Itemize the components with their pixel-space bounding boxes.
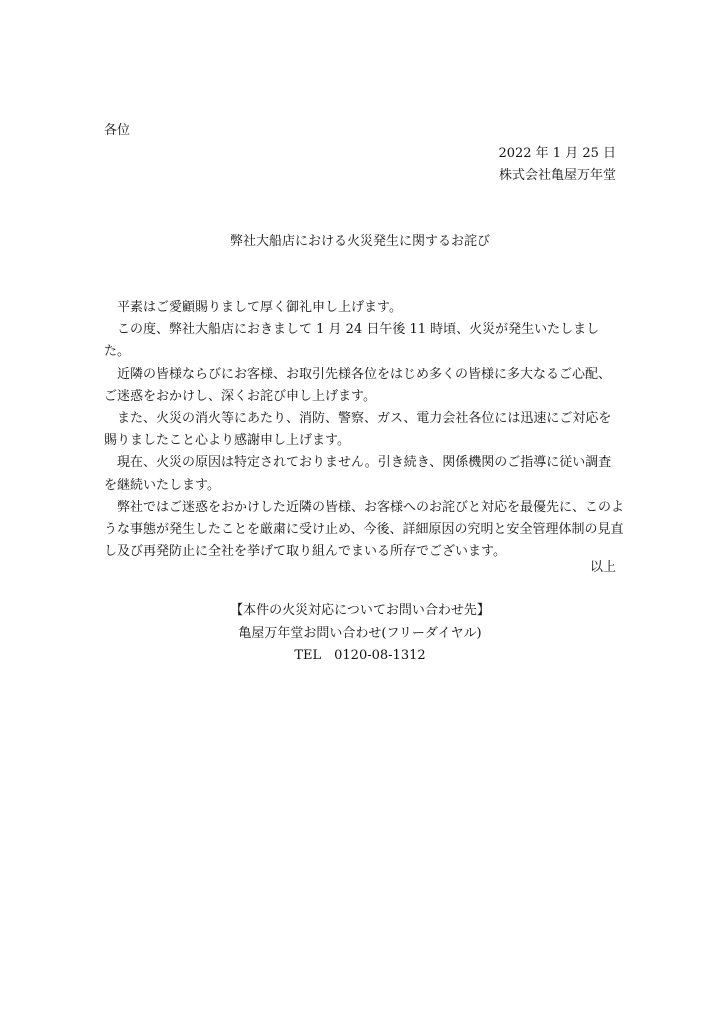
issue-date: 2022 年 1 月 25 日	[498, 146, 616, 161]
contact-phone: TEL 0120-08-1312	[294, 648, 426, 663]
contact-name: 亀屋万年堂お問い合わせ(フリーダイヤル)	[238, 625, 482, 641]
contact-block	[0, 600, 720, 668]
paragraph-thanks: また、火災の消火等にあたり、消防、警察、ガス、電力会社各位には迅速にご対応を賜りましたこと心より感謝申し上げます。	[104, 411, 612, 449]
paragraph-apology-2: ご迷惑をおかけし、深くお詫び申し上げます。	[104, 388, 376, 404]
contact-heading: 【本件の火災対応についてお問い合わせ先】	[230, 603, 490, 618]
body-text	[104, 297, 624, 563]
addressee: 各位	[104, 123, 131, 138]
closing-remark: 以上	[589, 560, 616, 575]
document-title: 弊社大船店における火災発生に関するお詫び	[229, 234, 490, 249]
paragraph-commitment: 弊社ではご迷惑をおかけした近隣の皆様、お客様へのお詫びと対応を最優先に、このような事態が発生したことを厳粛に受け止め、今後、詳細原因の究明と安全管理体制の見直し及び再発防止に全社を挙げて取り組んでまいる所存でございます。	[104, 499, 625, 560]
paragraph-apology-1: 近隣の皆様ならびにお客様、お取引先様各位をはじめ多くの皆様に多大なるご心配、	[117, 366, 612, 382]
company-name: 株式会社亀屋万年堂	[498, 168, 616, 183]
paragraph-incident: この度、弊社大船店におきまして 1 月 24 日午後 11 時頃、火災が発生いたしました。	[104, 322, 600, 360]
paragraph-cause: 現在、火災の原因は特定されておりません。引き続き、関係機関のご指導に従い調査を継続いたします。	[104, 455, 612, 493]
paragraph-greeting: 平素はご愛顧賜りまして厚く御礼申し上げます。	[117, 300, 402, 315]
